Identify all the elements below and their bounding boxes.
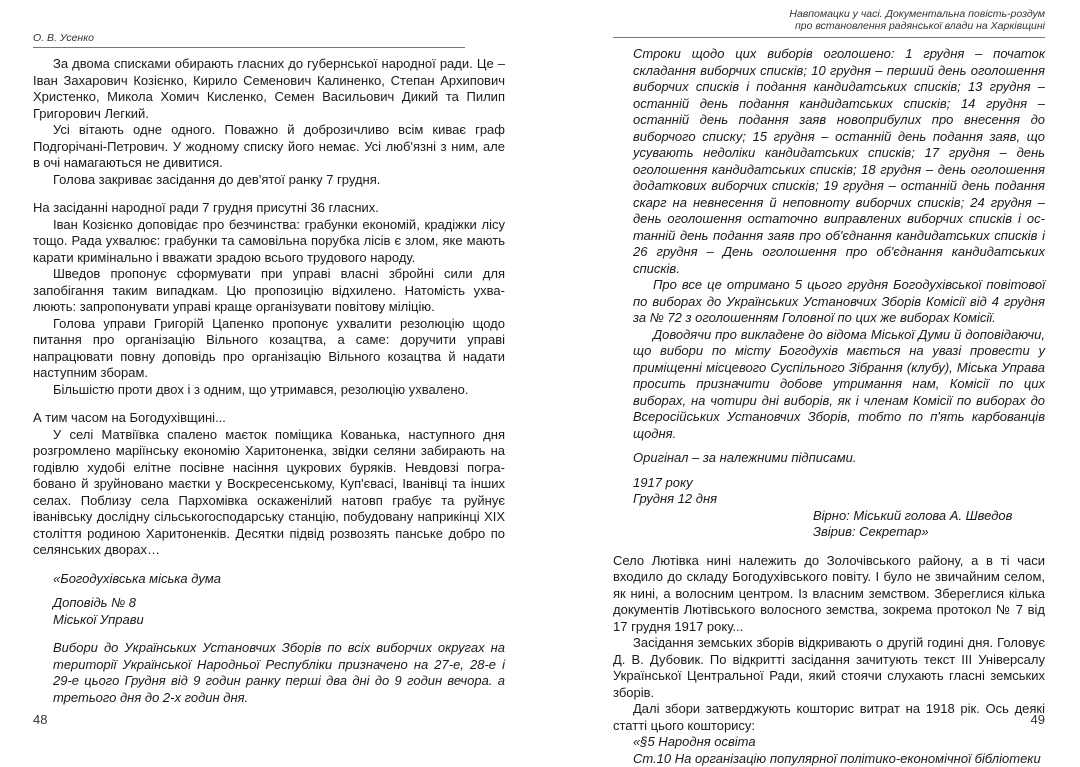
right-page-body — [613, 46, 1045, 767]
signature-line: Звірив: Секретар» — [613, 524, 1045, 541]
section-lead: Село Лютівка нині належить до Золочівського району, а в ті часи входило до складу Богодухівського повіту. І було не звичайним селом, як нині, а волосним центром. Із власним земством. Збереглися кілька документів Лютівського волосного земства, зокрема протокол № 7 від 17 грудня 1917 року... — [613, 553, 1045, 636]
quote-date: 1917 року — [613, 475, 1045, 492]
paragraph: Голова закриває засідання до дев'ятої ранку 7 грудня. — [33, 172, 505, 189]
header-rule — [613, 37, 1045, 38]
quote-paragraph: Строки щодо цих виборів оголошено: 1 грудня – початок складання виборчих списків; 10 грудня – перший день оголошення виборчих списків і подання кандидатських списків; 13 грудня – останній день подання кандидатських списків; 14 грудня – останній день подання заяв новoприбулих про внесення до виборчого списку; 15 грудня – останній день подання заяв, що усувають недоліки кандидатських списків; 17 грудня – день оголошення кандидатських списків; 18 грудня – день оголошення додаткових виборчих списків; 19 грудня – останній день подання скарг на невнесення й неповноту виборчих списків; 24 грудня – день оголошення остаточно виправлених виборчих списків і останній день подання заяв про об'єднання кандидатських списків і 26 грудня – День оголошення про об'єднання кандидатських списків. — [613, 46, 1045, 277]
running-head-line: про встановлення радянської влади на Харківщині — [789, 20, 1045, 32]
paragraph: Голова управи Григорій Цапенко пропонує ухвалити резолюцію щодо питання про організацію Вільного козацтва, а саме: доручити управі напрацювати повну доповідь про організацію Вільного козацтва й надати наступним зборам. — [33, 316, 505, 382]
running-head-author: О. В. Усенко — [33, 32, 94, 44]
page-number: 49 — [1031, 713, 1045, 727]
quote-line: «§5 Народня освіта — [613, 734, 1045, 751]
quote-paragraph: Вибори до Українських Установчих Зборів по всіх виборчих округах на території Української Народньої Республіки призначено на 27-е, 28-е і 29-е цього Грудня від 9 годин ранку перші два дні до 9 годин вечора. а третього дня до 2-х годин дня. — [33, 640, 505, 706]
left-page-body — [33, 56, 505, 706]
paragraph: Усі вітають одне одного. Поважно й доброзичливо всім киває граф Подгорічані-Петрович. У жодному списку його немає. Усі люб'язні з ним, але в очі намагаються не дивитися. — [33, 122, 505, 172]
header-rule — [33, 47, 465, 48]
quote-line: Оригінал – за належними підписами. — [613, 450, 1045, 467]
quote-paragraph: Про все це отримано 5 цього грудня Богодухівської повітової по виборах до Українських Установчих Зборів Комісії від 4 грудня за № 72 з оголошенням Головної по цих же виборах Комісії. — [613, 277, 1045, 327]
quote-line: Міської Управи — [33, 612, 505, 629]
paragraph: У селі Матвіївка спалено маєток поміщика Кованька, наступного дня розгромлено маріїнську економію Харитоненка, звідки селяни забирають на годівлю худобі елітне посівне насіння цукрових буряків. Невдовзі пограбовано й зруйновано маєтки у Воскресенському, Куп'євасі, Іванівці та інших селах. Поблизу села Пархомівка оскаженілий натовп грабує та руйнує іванівську дослідну сільськогосподарську станцію, побудовану наприкінці XIX століття родиною Харитоненків. Десятки підвід розвозять панське добро по селянських дворах… — [33, 427, 505, 559]
quote-paragraph: Доводячи про викладене до відома Міської Думи й доповідаючи, що вибори по місту Богодухів мається на увазі провести у приміщенні місцевого Суспільного Зібрання (клубу), Міська Управа просить призначити добове утримання нам, Комісії по цих виборах, на чотири дні виборів, як і членам Комісії по виборах до Всеросійських Установчих Зборів, тобто по п'ять карбованців щодня. — [613, 327, 1045, 443]
paragraph: Шведов пропонує сформувати при управі власні збройні сили для запобігання таким випадкам. Цю пропозицію відхилено. Натомість ухвалюють: запропонувати управі краще організувати повітову міліцію. — [33, 266, 505, 316]
quote-date: Грудня 12 дня — [613, 491, 1045, 508]
signature-line: Вірно: Міський голова А. Шведов — [613, 508, 1045, 525]
paragraph: Іван Козієнко доповідає про безчинства: грабунки економій, крадіжки лісу тощо. Рада ухвалює: грабунки та самовільна порубка лісів є злом, яке мають карати кримінально і вважати зрадою всього трудового народу. — [33, 217, 505, 267]
running-head-line: Навпомацки у часі. Документальна повість-роздум — [789, 8, 1045, 20]
quote-heading: «Богодухівська міська дума — [33, 571, 505, 588]
paragraph: Більшістю проти двох і з одним, що утримався, резолюцію ухвалено. — [33, 382, 505, 399]
right-page — [613, 0, 1045, 742]
quote-line: Ст.10 На організацію популярної політико-економічної бібліотеки — [613, 751, 1045, 767]
paragraph: За двома списками обирають гласних до губернської народної ради. Це – Іван Захарович Козієнко, Кирило Семенович Калиненко, Степан Архипович Христенко, Микола Хомич Кисленко, Семен Васильович Дикий та Пилип Григорович Легкий. — [33, 56, 505, 122]
left-page — [33, 0, 505, 742]
section-lead: На засіданні народної ради 7 грудня присутні 36 гласних. — [33, 200, 505, 217]
paragraph: Засідання земських зборів відкривають о другій годині дня. Головує Д. В. Дубовик. По відкритті засідання зачитують текст III Універсалу Української Центральної Ради, який стоячи слухають гласні земських зборів. — [613, 635, 1045, 701]
page-number: 48 — [33, 713, 47, 727]
quote-line: Доповідь № 8 — [33, 595, 505, 612]
section-lead: А тим часом на Богодухівщині... — [33, 410, 505, 427]
paragraph: Далі збори затверджують кошторис витрат на 1918 рік. Ось деякі статті цього кошторису: — [613, 701, 1045, 734]
running-head-title — [789, 8, 1045, 32]
